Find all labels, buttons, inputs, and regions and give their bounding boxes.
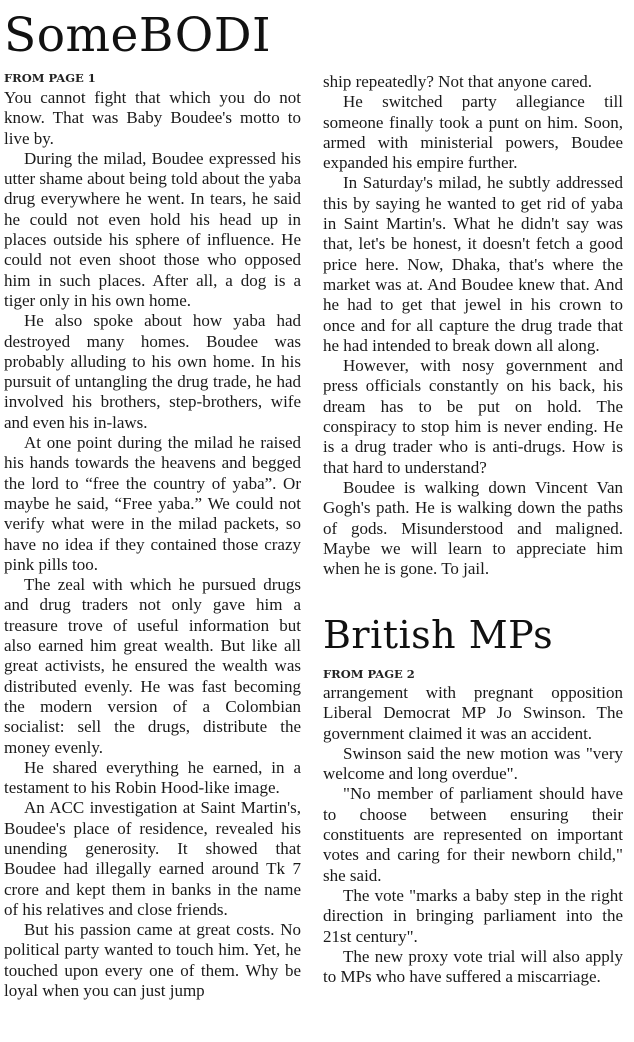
paragraph: He shared everything he earned, in a testament to his Robin Hood-like image. bbox=[4, 757, 301, 798]
paragraph: The vote "marks a baby step in the right direction in bringing parliament into the 21st century". bbox=[323, 885, 623, 946]
paragraph: But his passion came at great costs. No political party wanted to touch him. Yet, he touched upon every one of them. Why be loyal when you can just jump bbox=[4, 920, 301, 1001]
article-somebodi-column-right bbox=[323, 72, 623, 579]
paragraph: Boudee is walking down Vincent Van Gogh's path. He is walking down the paths of gods. Misunderstood and maligned. Maybe we will learn to appreciate him when he is gone. To jail. bbox=[323, 477, 623, 579]
article-british-mps-column bbox=[323, 683, 623, 987]
headline-british-mps: British MPs bbox=[323, 613, 554, 657]
headline-somebodi: SomeBODI bbox=[4, 8, 272, 63]
jump-label-from-page-2: FROM PAGE 2 bbox=[323, 667, 415, 681]
paragraph: At one point during the milad he raised his hands towards the heavens and begged the lord to “free the country of yaba”. Or maybe he said, “Free yaba.” We could not verify what were in the milad packets, so have no idea if they contained those crazy pink pills too. bbox=[4, 433, 301, 574]
paragraph: The zeal with which he pursued drugs and drug traders not only gave him a treasure trove of useful information but also earned him great wealth. But like all great activists, he ensured the wealth was distributed evenly. He was fast becoming the modern version of a Colombian socialist: sell the drugs, distribute the money evenly. bbox=[4, 575, 301, 757]
paragraph: During the milad, Boudee expressed his utter shame about being told about the yaba drug everywhere he went. In tears, he said he could not even hold his head up in places outside his sphere of influence. He could not even shoot those who opposed him in such places. After all, a dog is a tiger only in his own home. bbox=[4, 148, 301, 310]
paragraph: An ACC investigation at Saint Martin's, Boudee's place of residence, revealed his unending generosity. It showed that Boudee had illegally earned around Tk 7 crore and kept them in banks in the name of his relatives and close friends. bbox=[4, 798, 301, 919]
paragraph: arrangement with pregnant opposition Liberal Democrat MP Jo Swinson. The government claimed it was an accident. bbox=[323, 683, 623, 743]
paragraph: However, with nosy government and press officials constantly on his back, his dream has to be put on hold. The conspiracy to stop him is never ending. He is a drug trader who is anti-drugs. How is that hard to understand? bbox=[323, 356, 623, 477]
paragraph: He switched party allegiance till someone finally took a punt on him. Soon, armed with ministerial powers, Boudee expanded his empire further. bbox=[323, 92, 623, 173]
paragraph: "No member of parliament should have to choose between ensuring their constituents are represented on important votes and caring for their newborn child," she said. bbox=[323, 784, 623, 885]
paragraph: You cannot fight that which you do not know. That was Baby Boudee's motto to live by. bbox=[4, 88, 301, 148]
article-somebodi-column-left bbox=[4, 88, 301, 1001]
paragraph: He also spoke about how yaba had destroyed many homes. Boudee was probably alluding to his own home. In his pursuit of untangling the drug trade, he had involved his brothers, step-brothers, wife and even his in-laws. bbox=[4, 311, 301, 432]
jump-label-from-page-1: FROM PAGE 1 bbox=[4, 71, 96, 85]
paragraph: In Saturday's milad, he subtly addressed this by saying he wanted to get rid of yaba in Saint Martin's. What he didn't say was that, let's be honest, it doesn't fetch a good price here. Now, Dhaka, that's where the market was at. And Boudee knew that. And he had to get that jewel in his crown to once and for all capture the drug trade that he had intended to break down all along. bbox=[323, 173, 623, 355]
paragraph: The new proxy vote trial will also apply to MPs who have suffered a miscarriage. bbox=[323, 946, 623, 987]
paragraph: ship repeatedly? Not that anyone cared. bbox=[323, 72, 593, 91]
paragraph: Swinson said the new motion was "very welcome and long overdue". bbox=[323, 743, 623, 784]
